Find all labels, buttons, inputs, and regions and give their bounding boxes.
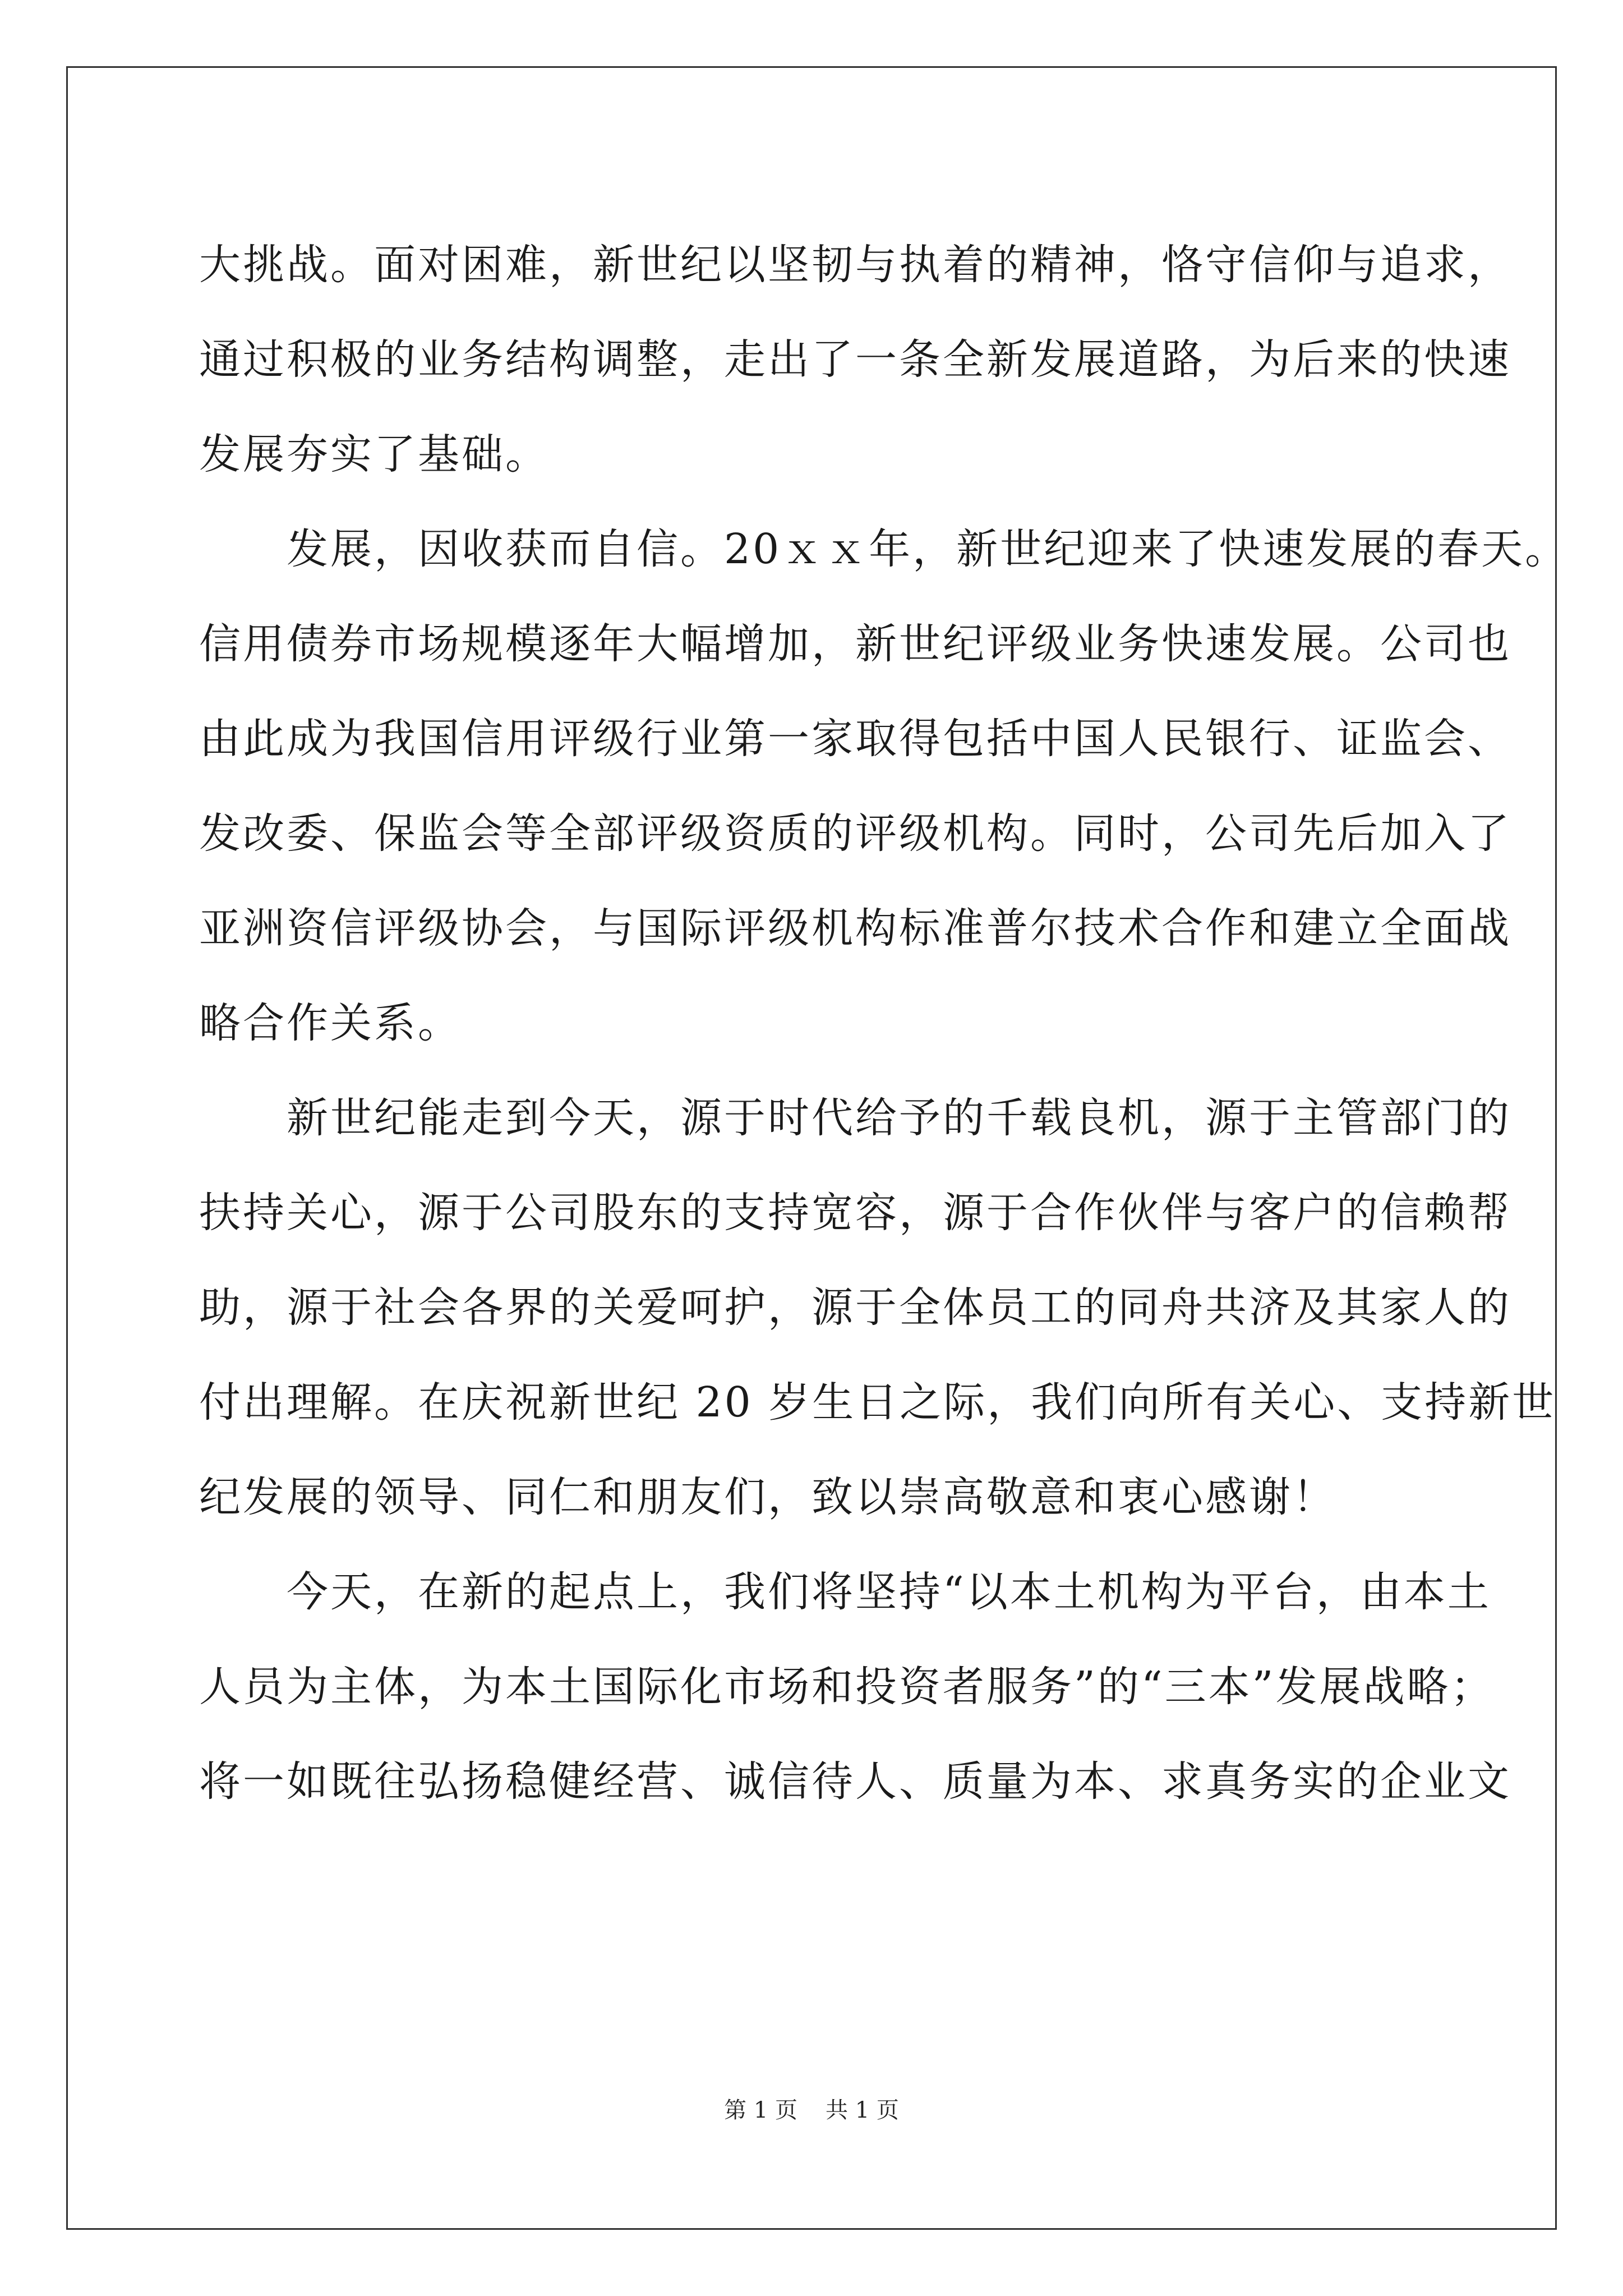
text-line: 大挑战。面对困难，新世纪以坚韧与执着的精神，恪守信仰与追求， <box>199 241 1511 289</box>
text-line: 扶持关心，源于公司股东的支持宽容，源于合作伙伴与客户的信赖帮 <box>199 1189 1511 1237</box>
text-line: 发改委、保监会等全部评级资质的评级机构。同时，公司先后加入了 <box>199 809 1511 858</box>
page-total: 共 1 页 <box>826 2097 899 2123</box>
text-line: 助，源于社会各界的关爱呵护，源于全体员工的同舟共济及其家人的 <box>199 1283 1511 1332</box>
text-line: 由此成为我国信用评级行业第一家取得包括中国人民银行、证监会、 <box>199 715 1511 763</box>
text-line: 略合作关系。 <box>199 999 462 1047</box>
text-line: 今天，在新的起点上，我们将坚持“以本土机构为平台，由本土 <box>199 1568 1491 1616</box>
text-line: 信用债券市场规模逐年大幅增加，新世纪评级业务快速发展。公司也 <box>199 620 1511 668</box>
text-line: 发展，因收获而自信。20ｘｘ年，新世纪迎来了快速发展的春天。 <box>199 525 1569 573</box>
text-line: 通过积极的业务结构调整，走出了一条全新发展道路，为后来的快速 <box>199 335 1511 384</box>
document-body <box>199 218 1569 1829</box>
text-line: 将一如既往弘扬稳健经营、诚信待人、质量为本、求真务实的企业文 <box>199 1757 1511 1806</box>
text-line: 新世纪能走到今天，源于时代给予的千载良机，源于主管部门的 <box>199 1094 1511 1142</box>
page-number: 第 1 页 <box>724 2097 797 2123</box>
text-line: 发展夯实了基础。 <box>199 430 549 478</box>
text-line: 纪发展的领导、同仁和朋友们，致以崇高敬意和衷心感谢！ <box>199 1473 1336 1521</box>
page-footer <box>0 2092 1623 2124</box>
text-line: 人员为主体，为本土国际化市场和投资者服务”的“三本”发展战略； <box>199 1663 1495 1711</box>
text-line: 付出理解。在庆祝新世纪 20 岁生日之际，我们向所有关心、支持新世 <box>199 1378 1556 1427</box>
text-line: 亚洲资信评级协会，与国际评级机构标准普尔技术合作和建立全面战 <box>199 904 1511 953</box>
